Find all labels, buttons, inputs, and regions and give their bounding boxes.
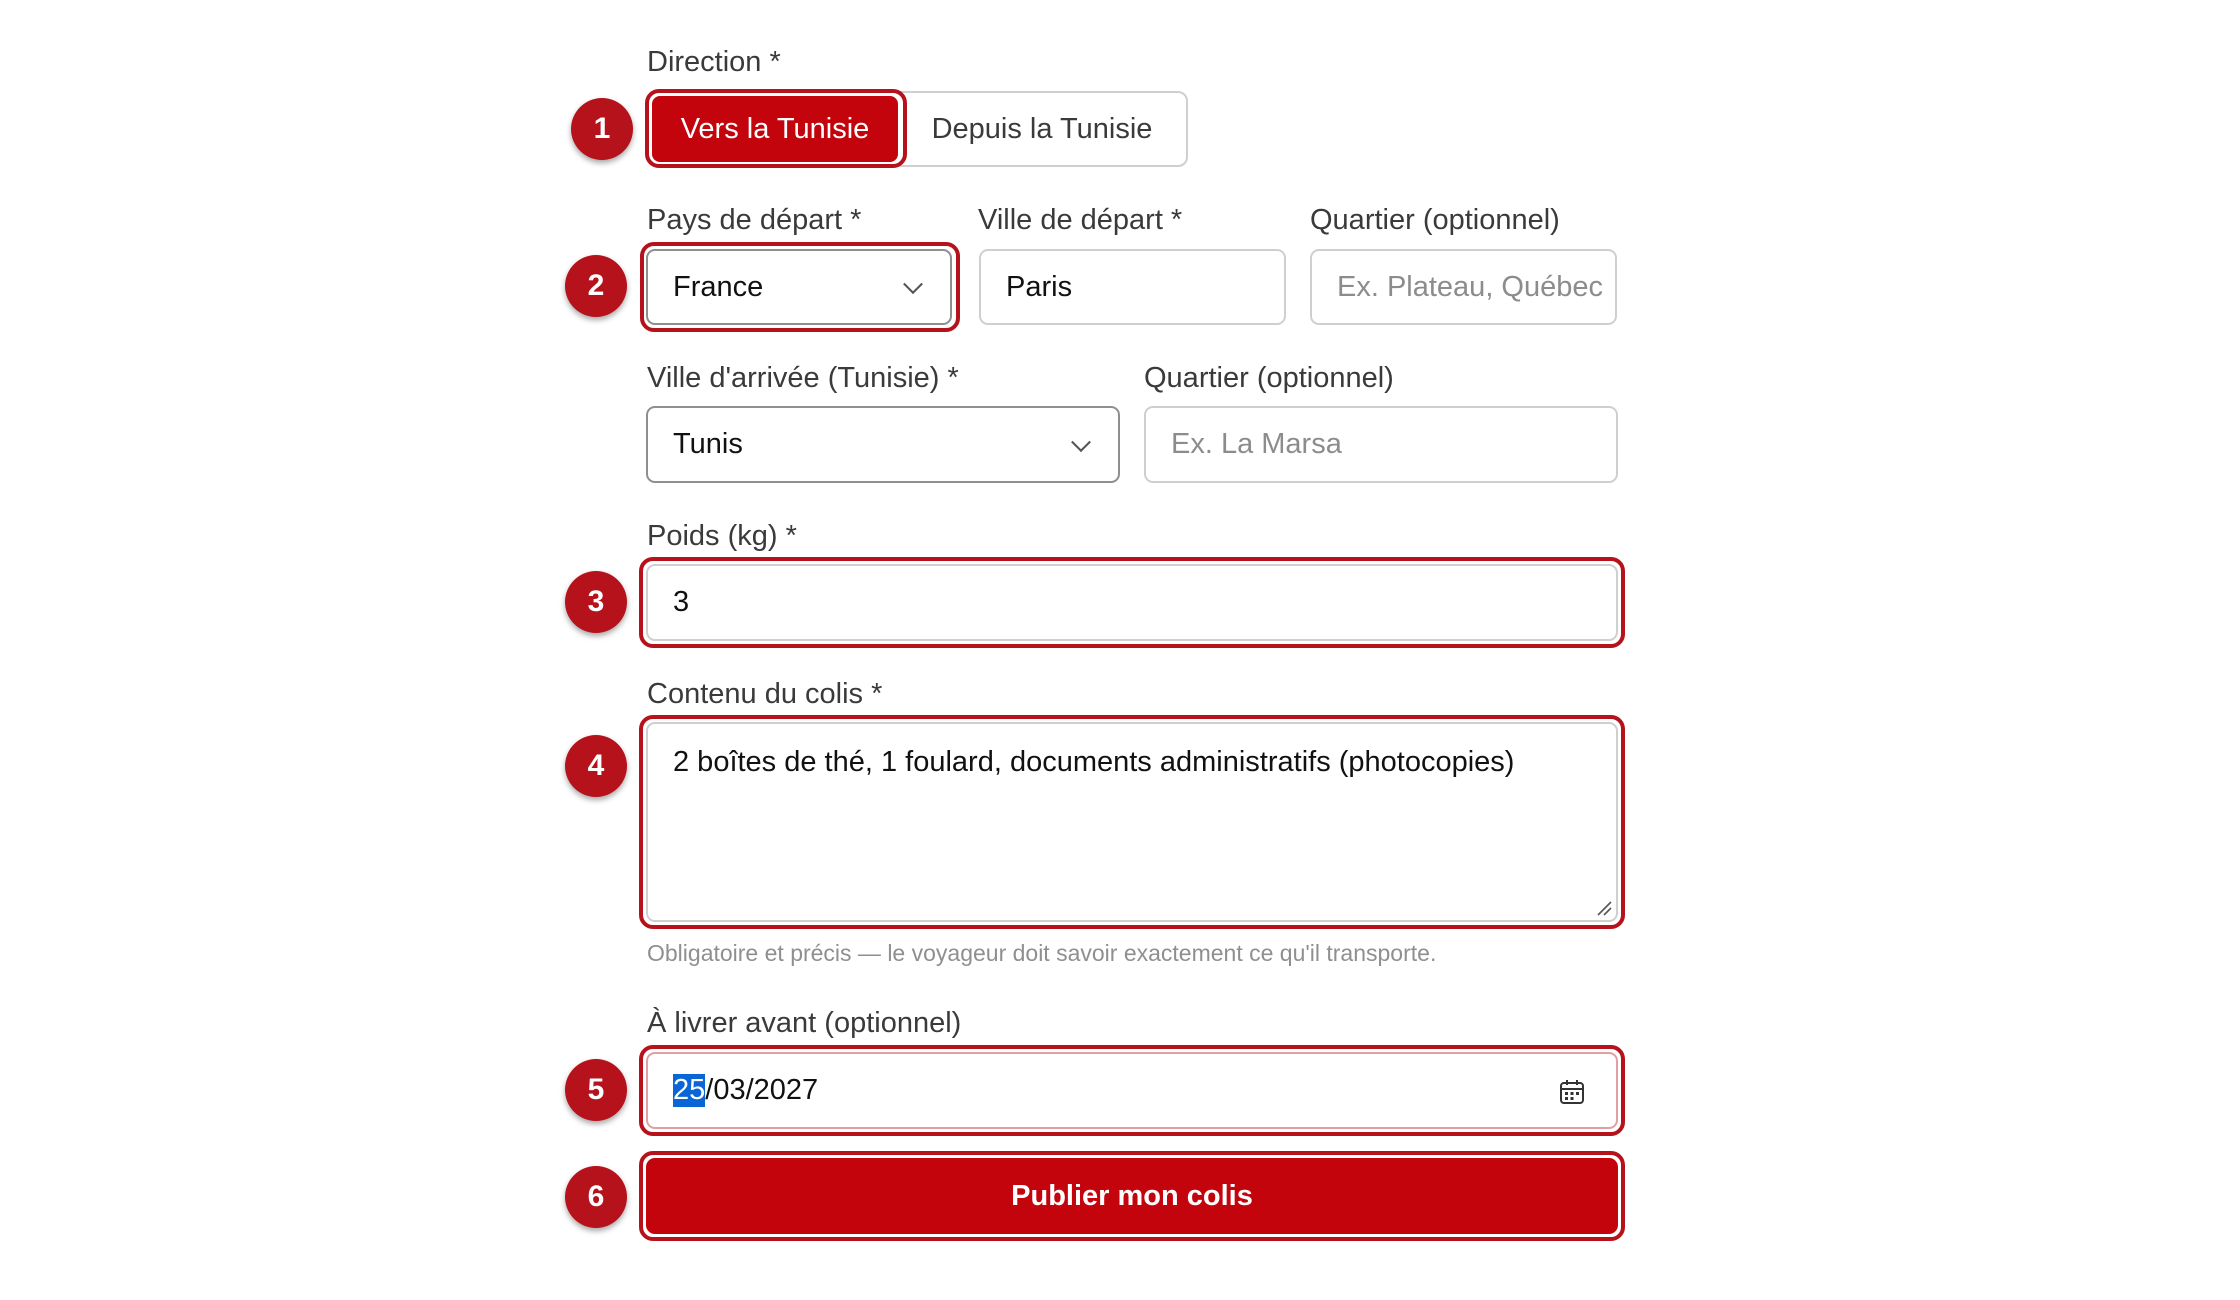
chevron-down-icon xyxy=(903,274,923,294)
arrival-district-input[interactable]: Ex. La Marsa xyxy=(1144,406,1618,483)
date-rest: /03/2027 xyxy=(705,1074,819,1106)
country-select-value: France xyxy=(673,270,764,303)
departure-city-label: Ville de départ * xyxy=(978,204,1183,236)
arrival-city-value: Tunis xyxy=(673,428,743,460)
calendar-icon[interactable] xyxy=(1558,1078,1586,1106)
step-badge-5: 5 xyxy=(565,1059,627,1121)
departure-city-input[interactable]: Paris xyxy=(979,249,1286,325)
country-label: Pays de départ * xyxy=(647,204,862,236)
submit-button[interactable]: Publier mon colis xyxy=(646,1158,1618,1234)
direction-option-vers[interactable]: Vers la Tunisie xyxy=(652,96,898,162)
deliver-before-date-input[interactable] xyxy=(646,1052,1618,1129)
step-badge-1: 1 xyxy=(571,98,633,160)
step-badge-4: 4 xyxy=(565,735,627,797)
arrival-city-select[interactable] xyxy=(646,406,1120,483)
departure-district-input[interactable]: Ex. Plateau, Québec xyxy=(1310,249,1617,325)
direction-label: Direction * xyxy=(647,46,781,78)
weight-input[interactable]: 3 xyxy=(646,564,1618,641)
content-hint: Obligatoire et précis — le voyageur doit savoir exactement ce qu'il transporte. xyxy=(647,940,1437,966)
departure-district-label: Quartier (optionnel) xyxy=(1310,204,1560,236)
weight-label: Poids (kg) * xyxy=(647,520,797,552)
content-textarea[interactable] xyxy=(646,722,1618,922)
step-badge-6: 6 xyxy=(565,1166,627,1228)
date-day-segment[interactable]: 25 xyxy=(673,1074,706,1106)
deliver-before-label: À livrer avant (optionnel) xyxy=(647,1007,962,1039)
step-badge-3: 3 xyxy=(565,571,627,633)
arrival-city-label: Ville d'arrivée (Tunisie) * xyxy=(647,362,959,394)
step-badge-2: 2 xyxy=(565,255,627,317)
country-select[interactable] xyxy=(646,249,952,325)
chevron-down-icon xyxy=(1071,432,1091,452)
direction-option-depuis[interactable]: Depuis la Tunisie xyxy=(931,112,1153,145)
content-textarea-value: 2 boîtes de thé, 1 foulard, documents administratifs (photocopies) xyxy=(673,746,1515,778)
arrival-district-label: Quartier (optionnel) xyxy=(1144,362,1394,394)
content-label: Contenu du colis * xyxy=(647,678,883,710)
resize-handle-icon[interactable] xyxy=(1596,900,1612,916)
